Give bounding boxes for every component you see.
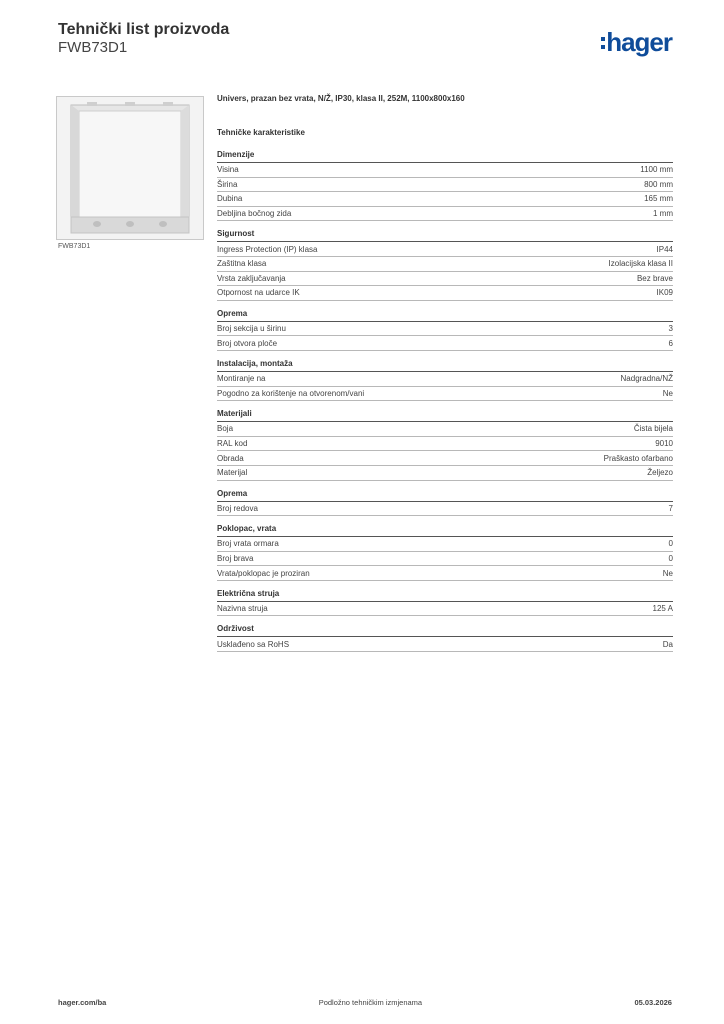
spec-section bbox=[217, 589, 673, 617]
spec-label: Vrsta zaključavanja bbox=[217, 273, 286, 283]
spec-label: Obrada bbox=[217, 453, 244, 463]
spec-row bbox=[217, 272, 673, 287]
spec-value: 0 bbox=[668, 553, 673, 563]
spec-label: Pogodno za korištenje na otvorenom/vani bbox=[217, 388, 365, 398]
spec-row bbox=[217, 322, 673, 337]
spec-row bbox=[217, 207, 673, 222]
product-image bbox=[56, 96, 204, 240]
spec-row bbox=[217, 566, 673, 581]
spec-row bbox=[217, 242, 673, 257]
spec-value: IP44 bbox=[656, 244, 673, 254]
spec-value: IK09 bbox=[656, 288, 673, 298]
spec-row bbox=[217, 437, 673, 452]
spec-value: Da bbox=[662, 639, 673, 649]
section-title: Sigurnost bbox=[217, 229, 673, 242]
logo-text: hager bbox=[606, 27, 672, 57]
spec-section bbox=[217, 489, 673, 517]
section-title: Održivost bbox=[217, 624, 673, 637]
spec-label: Broj otvora ploče bbox=[217, 338, 278, 348]
spec-label: Zaštitna klasa bbox=[217, 259, 267, 269]
spec-row bbox=[217, 257, 673, 272]
enclosure-illustration bbox=[57, 97, 203, 239]
spec-section bbox=[217, 150, 673, 221]
spec-row bbox=[217, 602, 673, 617]
spec-row bbox=[217, 537, 673, 552]
spec-row bbox=[217, 466, 673, 481]
spec-label: Montiranje na bbox=[217, 374, 266, 384]
spec-label: Broj vrata ormara bbox=[217, 539, 279, 549]
spec-label: Debljina bočnog zida bbox=[217, 209, 292, 219]
spec-section bbox=[217, 524, 673, 581]
logo-dots-icon bbox=[601, 37, 605, 49]
spec-label: Materijal bbox=[217, 468, 248, 478]
spec-value: 6 bbox=[668, 338, 673, 348]
spec-row bbox=[217, 502, 673, 517]
spec-content bbox=[217, 94, 673, 652]
spec-label: Širina bbox=[217, 179, 238, 189]
tech-heading: Tehničke karakteristike bbox=[217, 128, 305, 137]
section-title: Poklopac, vrata bbox=[217, 524, 673, 537]
spec-row bbox=[217, 163, 673, 178]
spec-value: Praškasto ofarbano bbox=[603, 453, 673, 463]
section-title: Oprema bbox=[217, 489, 673, 502]
spec-row bbox=[217, 286, 673, 301]
spec-section bbox=[217, 409, 673, 480]
spec-section bbox=[217, 624, 673, 652]
footer bbox=[58, 998, 672, 1007]
spec-value: 0 bbox=[668, 539, 673, 549]
spec-row bbox=[217, 178, 673, 193]
footer-date: 05.03.2026 bbox=[634, 998, 672, 1007]
spec-row bbox=[217, 637, 673, 652]
spec-label: Boja bbox=[217, 424, 234, 434]
image-caption: FWB73D1 bbox=[58, 243, 91, 250]
spec-label: Usklađeno sa RoHS bbox=[217, 639, 290, 649]
spec-value: 1100 mm bbox=[640, 165, 673, 175]
spec-row bbox=[217, 387, 673, 402]
spec-sections bbox=[217, 150, 673, 652]
spec-row bbox=[217, 451, 673, 466]
spec-label: Broj sekcija u širinu bbox=[217, 324, 286, 334]
section-title: Električna struja bbox=[217, 589, 673, 602]
spec-value: Čista bijela bbox=[633, 424, 673, 434]
footer-notice: Podložno tehničkim izmjenama bbox=[318, 998, 423, 1007]
spec-value: Ne bbox=[662, 388, 673, 398]
spec-value: Željezo bbox=[647, 468, 673, 478]
section-title: Oprema bbox=[217, 309, 673, 322]
spec-row bbox=[217, 192, 673, 207]
spec-label: Ingress Protection (IP) klasa bbox=[217, 244, 318, 254]
section-title: Materijali bbox=[217, 409, 673, 422]
spec-label: Broj brava bbox=[217, 553, 254, 563]
spec-label: Vrata/poklopac je proziran bbox=[217, 568, 310, 578]
spec-value: 165 mm bbox=[644, 194, 673, 204]
spec-value: 125 A bbox=[652, 604, 673, 614]
spec-value: 800 mm bbox=[644, 179, 673, 189]
section-title: Dimenzije bbox=[217, 150, 673, 163]
spec-section bbox=[217, 309, 673, 351]
hager-logo bbox=[601, 27, 672, 58]
spec-section bbox=[217, 229, 673, 300]
spec-row bbox=[217, 552, 673, 567]
spec-row bbox=[217, 372, 673, 387]
spec-value: 9010 bbox=[655, 439, 673, 449]
spec-value: Bez brave bbox=[636, 273, 673, 283]
product-code: FWB73D1 bbox=[58, 39, 128, 56]
spec-value: 3 bbox=[668, 324, 673, 334]
spec-value: 7 bbox=[668, 503, 673, 513]
footer-website: hager.com/ba bbox=[58, 998, 107, 1007]
spec-value: Izolacijska klasa II bbox=[608, 259, 673, 269]
spec-label: RAL kod bbox=[217, 439, 248, 449]
spec-row bbox=[217, 422, 673, 437]
spec-row bbox=[217, 336, 673, 351]
spec-label: Broj redova bbox=[217, 503, 258, 513]
spec-label: Nazivna struja bbox=[217, 604, 268, 614]
spec-value: Nadgradna/NŽ bbox=[620, 374, 673, 384]
spec-value: Ne bbox=[662, 568, 673, 578]
spec-label: Visina bbox=[217, 165, 239, 175]
product-description: Univers, prazan bez vrata, N/Ž, IP30, klasa II, 252M, 1100x800x160 bbox=[217, 94, 465, 103]
section-title: Instalacija, montaža bbox=[217, 359, 673, 372]
page-title: Tehnički list proizvoda bbox=[58, 21, 230, 38]
spec-value: 1 mm bbox=[653, 209, 673, 219]
spec-label: Dubina bbox=[217, 194, 243, 204]
spec-section bbox=[217, 359, 673, 401]
spec-label: Otpornost na udarce IK bbox=[217, 288, 300, 298]
